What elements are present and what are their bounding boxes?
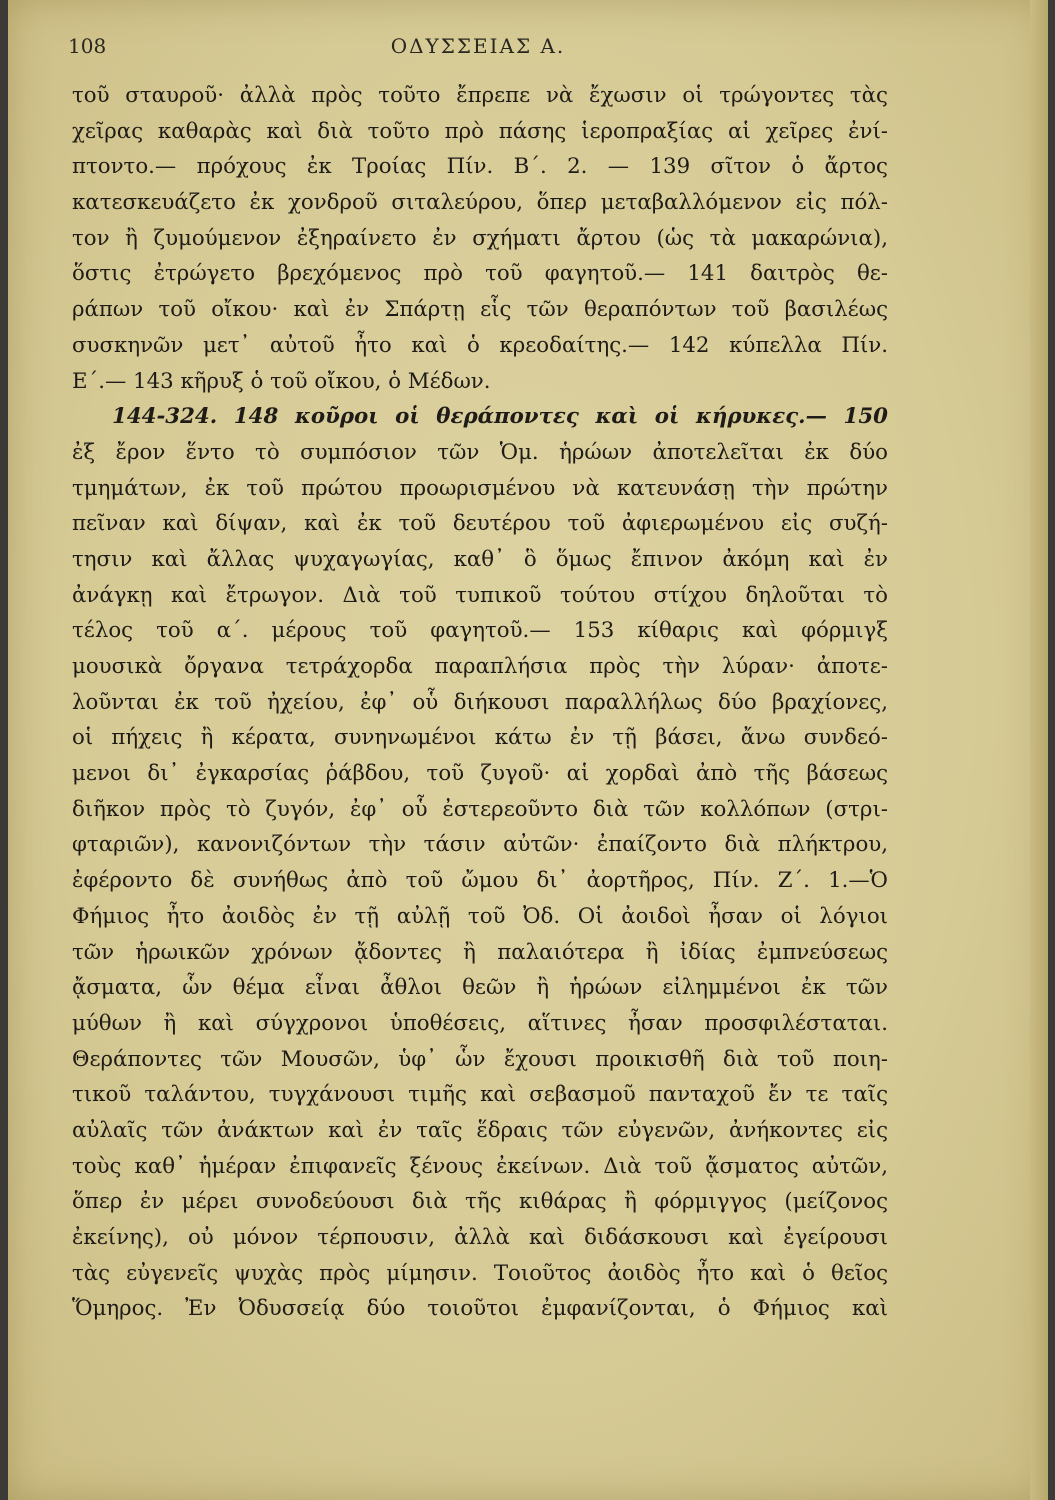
text-line: ράπων τοῦ οἴκου· καὶ ἐν Σπάρτῃ εἷς τῶν θεραπόντων τοῦ βασιλέως (72, 297, 888, 323)
text-line: τησιν καὶ ἄλλας ψυχαγωγίας, καθ᾽ ὃ ὅμως ἔπινον ἀκόμη καὶ ἐν (72, 546, 888, 572)
text-line: τοὺς καθ᾽ ἡμέραν ἐπιφανεῖς ξένους ἐκείνων. Διὰ τοῦ ᾄσματος αὐτῶν, (72, 1153, 888, 1179)
text-line: τικοῦ ταλάντου, τυγχάνουσι τιμῆς καὶ σεβασμοῦ πανταχοῦ ἔν τε ταῖς (72, 1082, 888, 1108)
text-line: Ε΄.— 143 κῆρυξ ὁ τοῦ οἴκου, ὁ Μέδων. (72, 368, 491, 394)
text-line: Ὅμηρος. Ἐν Ὀδυσσείᾳ δύο τοιοῦτοι ἐμφανίζονται, ὁ Φήμιος καὶ (72, 1296, 888, 1322)
text-line: τοῦ σταυροῦ· ἀλλὰ πρὸς τοῦτο ἔπρεπε νὰ ἔχωσιν οἱ τρώγοντες τὰς (72, 83, 888, 108)
text-line: ᾄσματα, ὧν θέμα εἶναι ἆθλοι θεῶν ἢ ἡρώων εἰλημμένοι ἐκ τῶν (72, 975, 888, 1001)
page-edge (1030, 0, 1048, 1500)
text-line: τμημάτων, ἐκ τοῦ πρώτου προωρισμένου νὰ κατευνάσῃ τὴν πρώτην (72, 475, 888, 501)
page-number: 108 (68, 34, 107, 58)
text-line: τέλος τοῦ α΄. μέρους τοῦ φαγητοῦ.— 153 κίθαρις καὶ φόρμιγξ (72, 618, 888, 644)
text-line: Θεράποντες τῶν Μουσῶν, ὑφ᾽ ὧν ἔχουσι προικισθῆ διὰ τοῦ ποιη- (72, 1046, 888, 1072)
book-page (8, 0, 1048, 1500)
text-line: οἱ πήχεις ἢ κέρατα, συνηνωμένοι κάτω ἐν τῇ βάσει, ἄνω συνδεό- (72, 725, 888, 751)
text-line: ἀνάγκῃ καὶ ἔτρωγον. Διὰ τοῦ τυπικοῦ τούτου στίχου δηλοῦται τὸ (72, 582, 888, 608)
text-line: τον ἢ ζυμούμενον ἐξηραίνετο ἐν σχήματι ἄρτου (ὡς τὰ μακαρώνια), (72, 225, 888, 251)
text-line: συσκηνῶν μετ᾽ αὐτοῦ ἦτο καὶ ὁ κρεοδαίτης.— 142 κύπελλα Πίν. (72, 332, 888, 358)
text-line: ἐφέροντο δὲ συνήθως ἀπὸ τοῦ ὤμου δι᾽ ἀορτῆρος, Πίν. Ζ΄. 1.—Ὁ (72, 868, 888, 894)
text-line: ἐκείνης), οὐ μόνον τέρπουσιν, ἀλλὰ καὶ διδάσκουσι καὶ ἐγείρουσι (72, 1225, 888, 1250)
section-heading-line: 144-324. 148 κοῦροι οἱ θεράποντες καὶ οἱ κήρυκες.— 150 (112, 404, 888, 430)
running-title: ΟΔΥΣΣΕΙΑΣ Α. (390, 34, 566, 58)
text-line: μύθων ἢ καὶ σύγχρονοι ὑποθέσεις, αἵτινες ἦσαν προσφιλέσταται. (72, 1010, 888, 1036)
text-line: ὅπερ ἐν μέρει συνοδεύουσι διὰ τῆς κιθάρας ἢ φόρμιγγος (μείζονος (72, 1189, 888, 1215)
text-line: μουσικὰ ὄργανα τετράχορδα παραπλήσια πρὸς τὴν λύραν· ἀποτε- (72, 654, 888, 679)
text-line: Φήμιος ἦτο ἀοιδὸς ἐν τῇ αὐλῇ τοῦ Ὀδ. Οἱ ἀοιδοὶ ἦσαν οἱ λόγιοι (72, 903, 888, 929)
text-line: τῶν ἡρωικῶν χρόνων ᾄδοντες ἢ παλαιότερα ἢ ἰδίας ἐμπνεύσεως (72, 939, 888, 965)
text-line: λοῦνται ἐκ τοῦ ἠχείου, ἐφ᾽ οὗ διήκουσι παραλλήλως δύο βραχίονες, (72, 689, 888, 715)
text-line: ὅστις ἐτρώγετο βρεχόμενος πρὸ τοῦ φαγητοῦ.— 141 δαιτρὸς θε- (72, 261, 888, 287)
text-line: τὰς εὐγενεῖς ψυχὰς πρὸς μίμησιν. Τοιοῦτος ἀοιδὸς ἦτο καὶ ὁ θεῖος (72, 1260, 888, 1286)
text-line: μενοι δι᾽ ἐγκαρσίας ῥάβδου, τοῦ ζυγοῦ· αἱ χορδαὶ ἀπὸ τῆς βάσεως (72, 761, 888, 787)
text-line: πεῖναν καὶ δίψαν, καὶ ἐκ τοῦ δευτέρου τοῦ ἀφιερωμένου εἰς συζή- (72, 511, 888, 537)
text-line: αὐλαῖς τῶν ἀνάκτων καὶ ἐν ταῖς ἕδραις τῶν εὐγενῶν, ἀνήκοντες εἰς (72, 1117, 888, 1143)
text-line: φταριῶν), κανονιζόντων τὴν τάσιν αὐτῶν· ἐπαίζοντο διὰ πλήκτρου, (72, 832, 888, 858)
text-line: χεῖρας καθαρὰς καὶ διὰ τοῦτο πρὸ πάσης ἱεροπραξίας αἱ χεῖρες ἐνί- (72, 118, 888, 144)
text-line: κατεσκευάζετο ἐκ χονδροῦ σιταλεύρου, ὅπερ μεταβαλλόμενον εἰς πόλ- (72, 190, 888, 216)
text-line: ἐξ ἔρον ἕντο τὸ συμπόσιον τῶν Ὁμ. ἡρώων ἀποτελεῖται ἐκ δύο (72, 439, 888, 465)
page-header (68, 34, 888, 64)
text-line: διῆκον πρὸς τὸ ζυγόν, ἐφ᾽ οὗ ἐστερεοῦντο διὰ τῶν κολλόπων (στρι- (72, 796, 888, 822)
text-line: πτοντο.— πρόχους ἐκ Τροίας Πίν. Β΄. 2. — 139 σῖτον ὁ ἄρτος (72, 154, 888, 180)
commentary-text (72, 78, 888, 1327)
